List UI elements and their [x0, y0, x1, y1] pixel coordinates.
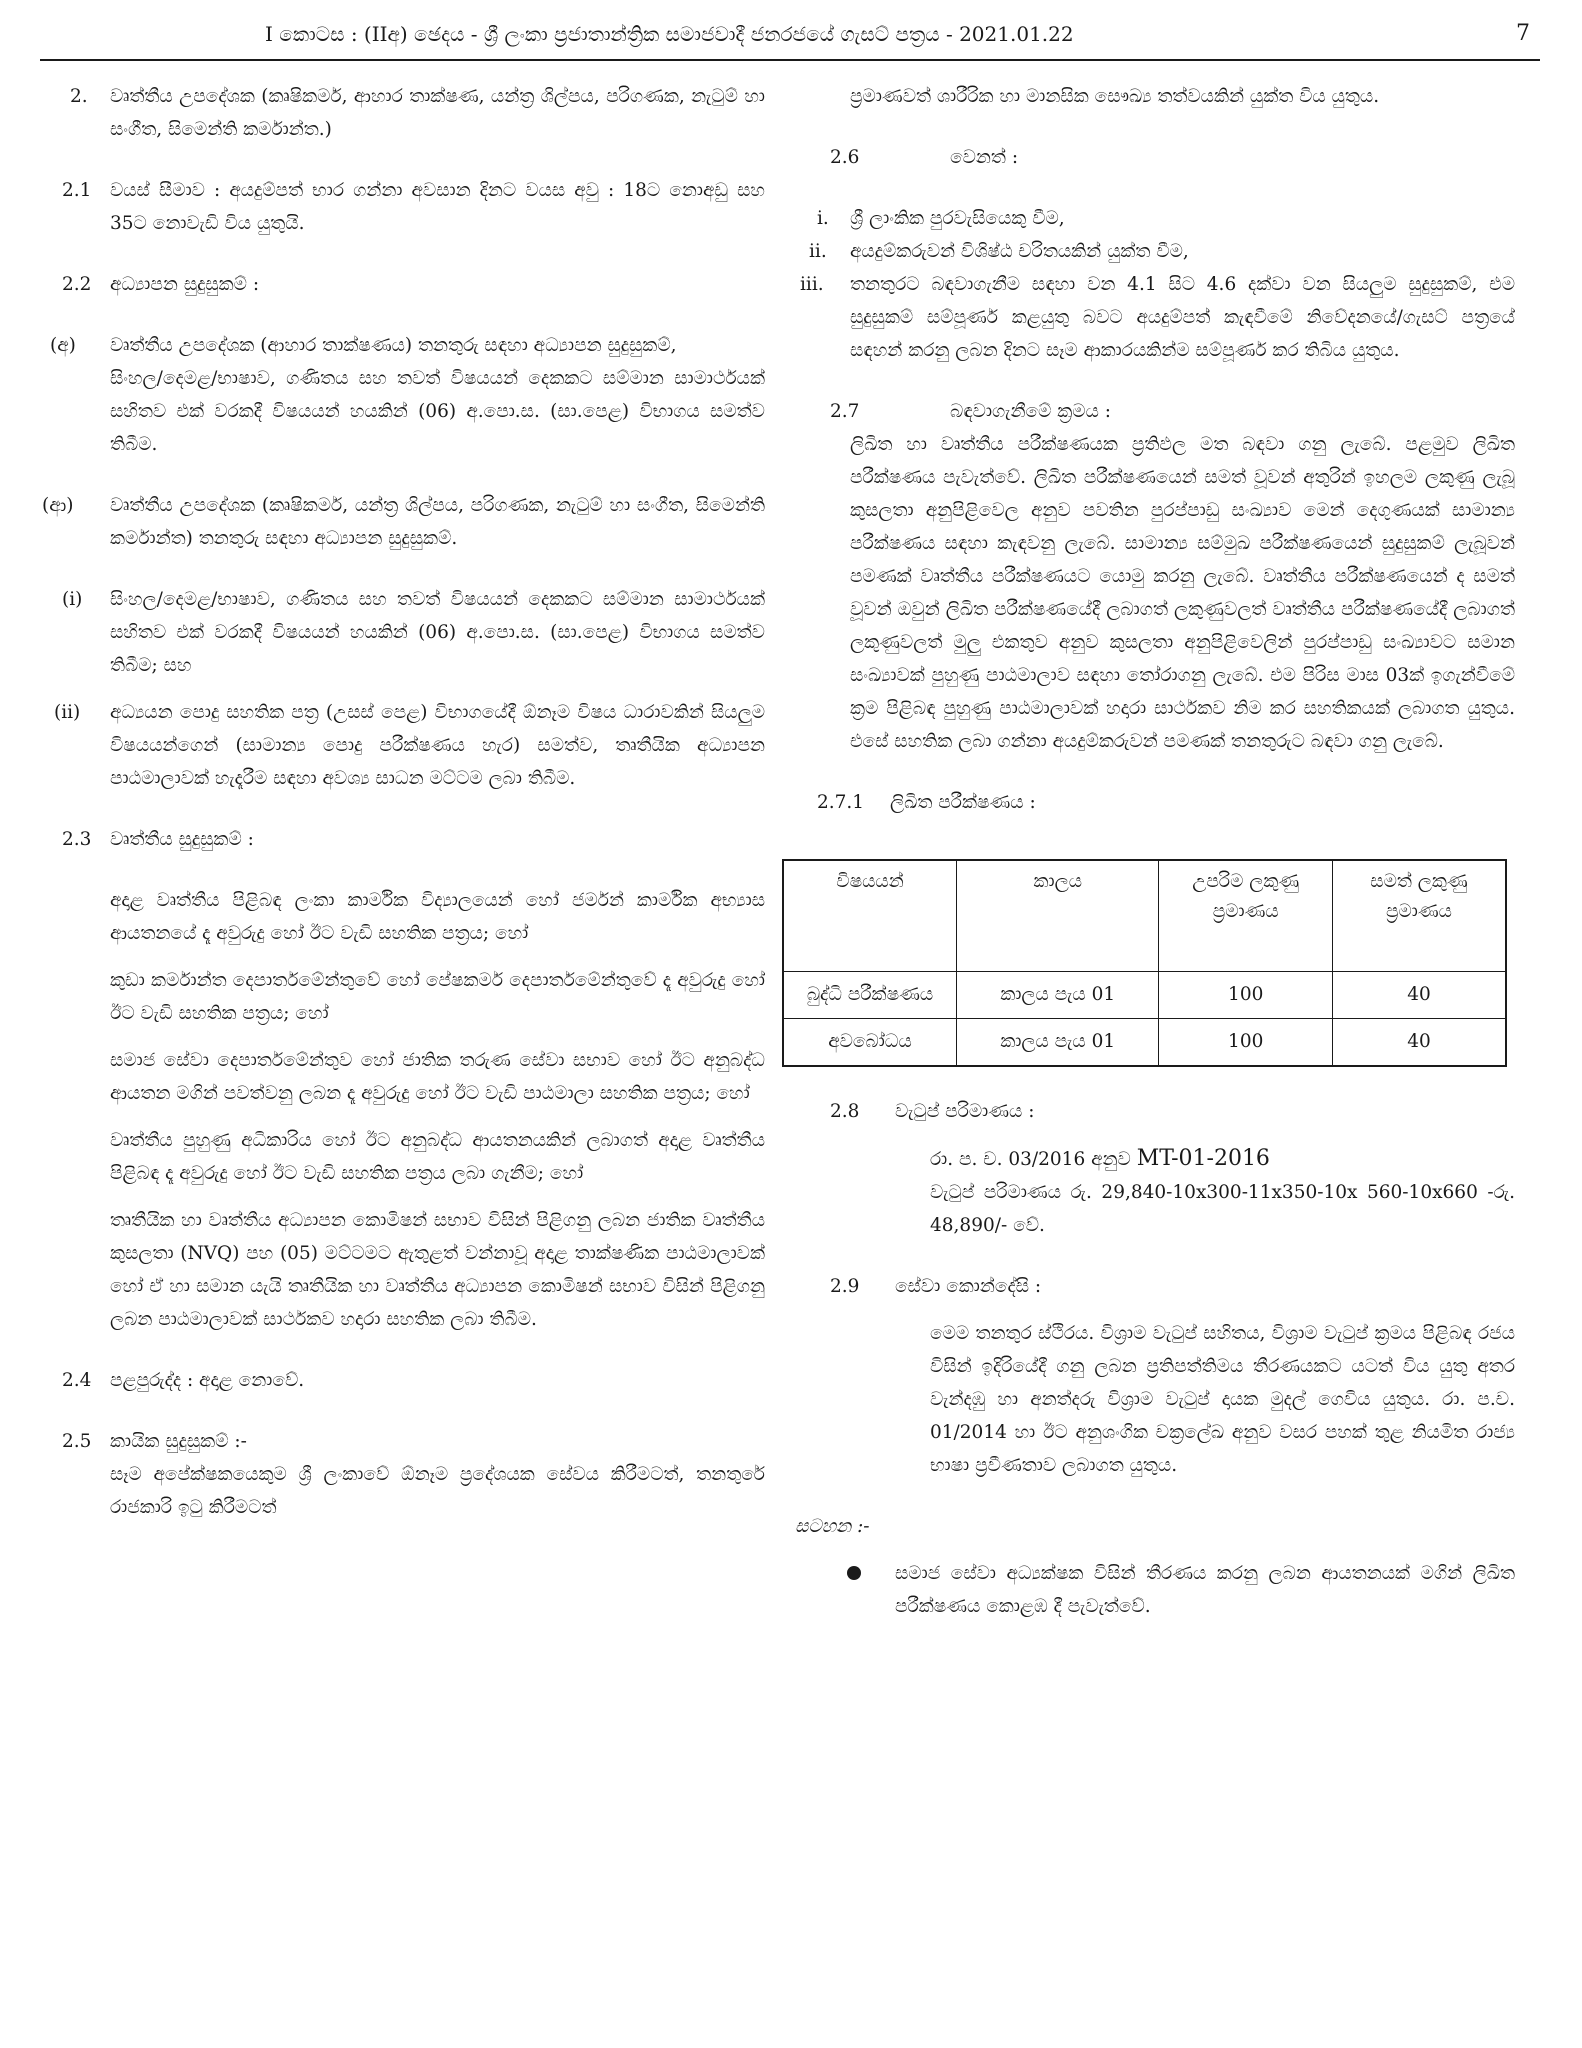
- item-text: අධ්‍යයන පොදු සහතික පත්‍ර (උසස් පෙළ) විභාගයේදී ඕනෑම විෂය ධාරාවකින් සියලුම විෂයයන්ගෙන් (සාමාන්‍ය පොදු පරීක්ෂණය හැර) සමත්ව, තෘතීයික අධ්‍යාපන පාඨමාලාවක් හැදෑරීම සඳහා අවශ්‍ය සාධන මට්ටම ලබා තිබීම.: [110, 702, 765, 789]
- section-number: 2.4: [62, 1370, 92, 1391]
- note-section: [795, 1510, 1515, 1623]
- item-i: [40, 583, 765, 682]
- section-text: වෘත්තීය උපදේශක (කෘෂිකර්ම, ආහාර තාක්ෂණ, යන්ත්‍ර ශිල්පය, පරිගණක, නැටුම් හා සංගීත, සිමෙන්ති කර්මාන්ත.): [110, 86, 765, 140]
- section-number: 2.6: [830, 147, 860, 168]
- vocational-qualification: [40, 1204, 765, 1336]
- qualification-text: වෘත්තීය පුහුණු අධිකාරිය හෝ ඊට අනුබද්ධ ආයතනයකින් ලබාගත් අදාළ වෘත්තීය පිළිබඳ දෑ අවුරුදු හෝ ඊට වැඩි සහතික පත්‍රය ලබා ගැනීම; හෝ: [110, 1130, 765, 1184]
- section-text: කායික සුදුසුකම් :-: [110, 1431, 247, 1452]
- section-2-4: [40, 1364, 765, 1397]
- section-number: 2.3: [62, 829, 92, 850]
- table-cell: බුද්ධි පරීක්ෂණය: [783, 972, 957, 1019]
- column-header: උපරිම ලකුණු ප්‍රමාණය: [1159, 860, 1333, 972]
- table-row: [783, 1019, 1506, 1067]
- item-text: වෘත්තීය උපදේශක (කෘෂිකර්ම, යන්ත්‍ර ශිල්පය, පරිගණක, නැටුම් හා සංගීත, සිමෙන්ති කර්මාන්ත) තනතුරු සඳහා අධ්‍යාපන සුදුසුකම්.: [110, 495, 765, 549]
- section-text: වෘත්තීය සුදුසුකම් :: [110, 829, 254, 850]
- section-number: 2.7: [830, 401, 860, 422]
- section-2-8: [795, 1095, 1515, 1242]
- item-aa: [40, 489, 765, 555]
- item-a: [40, 329, 765, 461]
- section-text: වෙනත් :: [950, 147, 1019, 168]
- physical-continuation: [795, 80, 1515, 113]
- item-text: තනතුරට බඳවාගැනීම සඳහා වන 4.1 සිට 4.6 දක්වා වන සියලුම සුදුසුකම්, එම සුදුසුකම් සම්පූර්ණ කළයුතු බවට අයදුම්පත් කැඳවීමේ නිවේදනයේ/ගැසට් පත්‍රයේ සඳහන් කරනු ලබන දිනට සෑම ආකාරයකින්ම සම්පූර්ණ කර තිබිය යුතුය.: [850, 274, 1515, 361]
- header-divider: [40, 59, 1540, 61]
- header-title: I කොටස : (IIඅ) ඡෙදය - ශ්‍රී ලංකා ප්‍රජාතාන්ත්‍රික සමාජවාදී ජනරජයේ ගැසට් පත්‍රය - 2021.01.22: [265, 22, 1074, 46]
- qualification-text: කුඩා කර්මාන්ත දෙපාර්තමේන්තුවේ හෝ පේෂකර්ම දෙපාර්තමේන්තුවේ දෑ අවුරුදු හෝ ඊට වැඩි සහතික පත්‍රය; හෝ: [110, 970, 765, 1024]
- left-column: [40, 80, 765, 1524]
- section-2-1: [40, 174, 765, 240]
- salary-scale: වැටුප් පරිමාණය රු. 29,840-10x300-11x350-10x 560-10x660 -රු. 48,890/- වේ.: [930, 1182, 1515, 1236]
- section-2-5: [40, 1425, 765, 1524]
- vocational-qualification: [40, 1044, 765, 1110]
- table-cell: 40: [1332, 1019, 1506, 1067]
- section-2-3: [40, 823, 765, 856]
- table-cell: 100: [1159, 972, 1333, 1019]
- table-cell: 40: [1332, 972, 1506, 1019]
- note-label: සටහන :-: [795, 1516, 870, 1537]
- column-header: සමත් ලකුණු ප්‍රමාණය: [1332, 860, 1506, 972]
- section-2-9: [795, 1270, 1515, 1482]
- section-text: වයස් සීමාව : අයදුම්පත් භාර ගන්නා අවසාන දිනට වයස අවු : 18ට නොඅඩු සහ 35ට නොවැඩි විය යුතුයි.: [110, 180, 765, 234]
- note-bullet-item: [795, 1557, 1515, 1623]
- salary-code: MT-01-2016: [1136, 1146, 1270, 1171]
- column-header: කාලය: [957, 860, 1159, 972]
- table-cell: 100: [1159, 1019, 1333, 1067]
- continuation-text: ප්‍රමාණවත් ශාරීරික හා මානසික සෞඛ්‍ය තත්වයකින් යුක්ත විය යුතුය.: [850, 86, 1380, 107]
- section-2-2: [40, 268, 765, 301]
- item-number: i.: [817, 208, 829, 229]
- section-number: 2.7.1: [817, 792, 865, 813]
- table-header-row: [783, 860, 1506, 972]
- qualification-text: තෘතීයික හා වෘත්තීය අධ්‍යාපන කොමිෂන් සභාව විසින් පිළිගනු ලබන ජාතික වෘත්තීය කුසලතා (NVQ) පහ (05) මට්ටමට ඇතුළත් වන්නාවූ අදාළ තාක්ෂණික පාඨමාලාවක් හෝ ඒ හා සමාන යැයි තෘතීයික හා වෘත්තීය අධ්‍යාපන කොමිෂන් සභාව විසින් පිළිගනු ලබන පාඨමාලාවක් සාර්ථකව හදාරා සහතික ලබා තිබීම.: [110, 1210, 765, 1330]
- bullet-icon: [847, 1566, 861, 1580]
- item-number: (ii): [54, 702, 81, 723]
- section-text: වැටුප් පරිමාණය :: [895, 1101, 1035, 1122]
- right-column: [795, 80, 1515, 1623]
- section-2-7-1: [795, 786, 1515, 819]
- vocational-qualification: [40, 964, 765, 1030]
- item-text: ශ්‍රී ලාංකික පුරවැසියෙකු වීම,: [850, 208, 1065, 229]
- item-number: (අ): [50, 335, 76, 356]
- section-number: 2.9: [830, 1276, 860, 1297]
- section-text: ලිඛිත පරීක්ෂණය :: [890, 792, 1036, 813]
- section-text: බඳවාගැනීමේ ක්‍රමය :: [950, 401, 1111, 422]
- table-cell: අවබෝධය: [783, 1019, 957, 1067]
- note-text: සමාජ සේවා අධ්‍යක්ෂක විසින් තීරණය කරනු ලබන ආයතනයක් මගින් ලිඛිත පරීක්ෂණය කොළඹ දී පැවැත්වේ.: [895, 1563, 1515, 1617]
- other-item: [795, 202, 1515, 235]
- vocational-qualification: [40, 1124, 765, 1190]
- section-number: 2.8: [830, 1101, 860, 1122]
- section-number: 2.5: [62, 1431, 92, 1452]
- item-number: (i): [62, 589, 83, 610]
- salary-circular: [895, 1142, 1515, 1176]
- service-conditions: මෙම තනතුර ස්ථිරය. විශ්‍රාම වැටුප් සහිතය, විශ්‍රාම වැටුප් ක්‍රමය පිළිබඳ රජය විසින් ඉදිරියේදී ගනු ලබන ප්‍රතිපත්තිමය තීරණයකට යටත් විය යුතු අතර වැන්දඹු හා අනත්දරු විශ්‍රාම වැටුප් දායක මුදල් ගෙවිය යුතුය. රා. ප.ච. 01/2014 හා ඊට අනුශංගික චක්‍රලේඛ අනුව වසර පහක් තුළ නියමිත රාජ්‍ය භාෂා ප්‍රවීණතාව ලබාගත යුතුය.: [930, 1323, 1515, 1476]
- table-cell: කාලය පැය 01: [957, 1019, 1159, 1067]
- circular-ref: රා. ප. ච. 03/2016 අනුව: [930, 1149, 1137, 1170]
- section-2-6: [795, 141, 1515, 174]
- section-number: 2.2: [62, 274, 92, 295]
- section-text: පළපුරුද්ද : අදාළ නොවේ.: [110, 1370, 305, 1391]
- section-number: 2.1: [62, 180, 92, 201]
- item-text: සිංහල/දෙමළ/භාෂාව, ගණිතය සහ තවත් විෂයයන් දෙකකට සම්මාන සාමාර්ථයක් සහිතව එක් වරකදී විෂයයන් හයකින් (06) අ.පො.ස. (සා.පෙළ) විභාගය සමත්ව තිබීම; සහ: [110, 589, 765, 676]
- item-text: අයදුම්කරුවන් විශිෂ්ඨ චරිතයකින් යුක්ත වීම,: [850, 241, 1189, 262]
- page-number: 7: [1516, 21, 1530, 46]
- section-text: අධ්‍යාපන සුදුසුකම් :: [110, 274, 260, 295]
- section-text: සේවා කොන්දේසි :: [895, 1276, 1042, 1297]
- page-header: [40, 14, 1540, 54]
- item-number: iii.: [800, 274, 824, 295]
- section-number: 2.: [70, 86, 88, 107]
- vocational-qualification: [40, 884, 765, 950]
- item-ii: [40, 696, 765, 795]
- table-row: [783, 972, 1506, 1019]
- section-text-detail: සෑම අපේක්ෂකයෙකුම ශ්‍රී ලංකාවේ ඕනෑම ප්‍රදේශයක සේවය කිරීමටත්, තනතුරේ රාජකාරි ඉටු කිරීමටත්: [110, 1464, 765, 1518]
- written-exam-table: [782, 859, 1507, 1067]
- section-text-detail: ලිඛිත හා වෘත්තීය පරීක්ෂණයක ප්‍රතිඵල මත බඳවා ගනු ලැබේ. පළමුව ලිඛිත පරීක්ෂණය පැවැත්වේ. ලිඛිත පරීක්ෂණයෙන් සමත් වූවන් අතුරින් ඉහලම ලකුණු ලැබූ කුසලතා අනුපිළිවෙල අනුව පවතින පුරප්පාඩු සංඛ්‍යාව මෙන් දෙගුණයක් සාමාන්‍ය පරීක්ෂණය සඳහා කැඳවනු ලැබේ. සාමාන්‍ය සම්මුඛ පරීක්ෂණයෙන් සුදුසුකම් ලැබූවන් පමණක් වෘත්තීය පරීක්ෂණයට යොමු කරනු ලැබේ. වෘත්තීය පරීක්ෂණයෙන් ද සමත් වූවන් ඔවුන් ලිඛිත පරීක්ෂණයේදී ලබාගත් ලකුණුවලත් වෘත්තීය පරීක්ෂණයේදී ලබාගත් ලකුණුවලත් මුලු එකතුව අනුව කුසලතා අනුපිළිවෙලින් පුරප්පාඩු සංඛ්‍යාවට සමාන සංඛ්‍යාවක් පුහුණු පාඨමාලාව සඳහා තෝරාගනු ලැබේ. එම පිරිස මාස 03ක් ඉගැන්වීමේ ක්‍රම පිළිබඳ පුහුණු පාඨමාලාවක් හදාරා සාර්ථකව නිම කර සහතිකයක් ලබාගත යුතුය. එසේ සහතික ලබා ගන්නා අයදුම්කරුවන් පමණක් තනතුරුට බඳවා ගනු ලැබේ.: [850, 434, 1515, 752]
- qualification-text: අදාළ වෘත්තීය පිළිබඳ ලංකා කාර්මික විද්‍යාලයෙන් හෝ ජර්මන් කාර්මික අභ්‍යාස ආයතනයේ දෑ අවුරුදු හෝ ඊට වැඩි සහතික පත්‍රය; හෝ: [110, 890, 765, 944]
- item-text-detail: සිංහල/දෙමළ/භාෂාව, ගණිතය සහ තවත් විෂයයන් දෙකකට සම්මාන සාමාර්ථයක් සහිතව එක් වරකදී විෂයයන් හයකින් (06) අ.පො.ස. (සා.පෙළ) විභාගය සමත්ව තිබීම.: [110, 368, 765, 455]
- item-number: ii.: [809, 241, 827, 262]
- item-number: (ආ): [42, 495, 74, 516]
- column-header: විෂයයන්: [783, 860, 957, 972]
- other-item: [795, 268, 1515, 367]
- table-cell: කාලය පැය 01: [957, 972, 1159, 1019]
- section-2: [40, 80, 765, 146]
- other-item: [795, 235, 1515, 268]
- item-text: වෘත්තීය උපදේශක (ආහාර තාක්ෂණය) තනතුරු සඳහා අධ්‍යාපන සුදුසුකම්,: [110, 335, 677, 356]
- qualification-text: සමාජ සේවා දෙපාර්තමේන්තුව හෝ ජාතික තරුණ සේවා සභාව හෝ ඊට අනුබද්ධ ආයතන මගින් පවත්වනු ලබන දෑ අවුරුදු හෝ ඊට වැඩි පාඨමාලා සහතික පත්‍රය; හෝ: [110, 1050, 765, 1104]
- section-2-7: [795, 395, 1515, 758]
